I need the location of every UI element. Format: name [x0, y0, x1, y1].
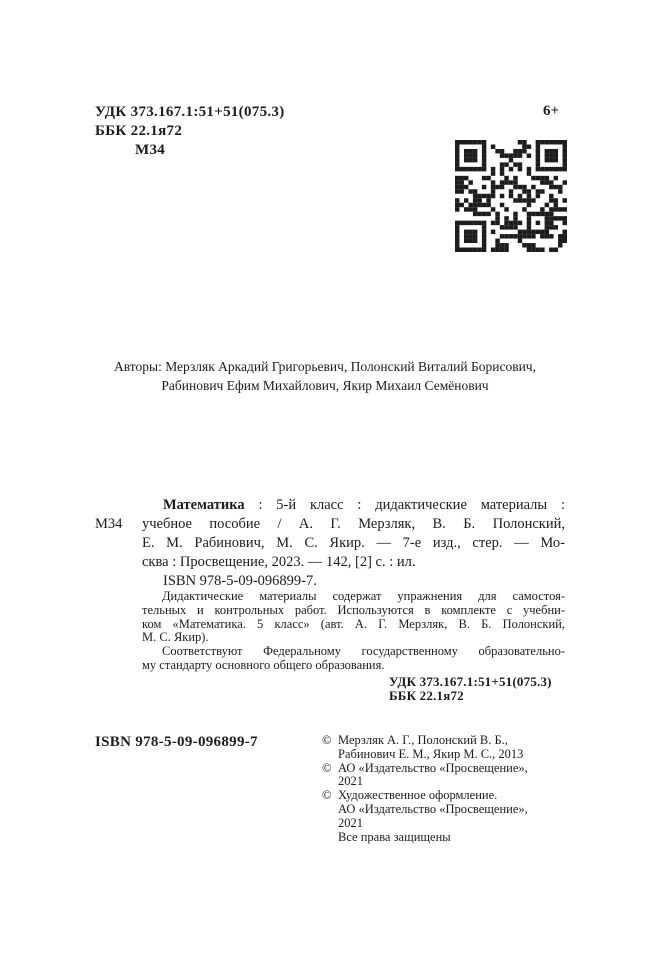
- authors-line: Авторы: Мерзляк Аркадий Григорьевич, Полонский Виталий Борисович,: [114, 359, 536, 374]
- copyright-line: АО «Издательство «Просвещение»,: [338, 801, 528, 816]
- copyright-entry: [322, 762, 577, 790]
- author-sign-code: М34: [135, 142, 166, 158]
- authors-line: Рабинович Ефим Михайлович, Якир Михаил Семёнович: [161, 378, 489, 393]
- authors-block: [0, 357, 650, 395]
- rights-reserved-text: Все права защищены: [338, 829, 451, 844]
- classification-block: [95, 103, 285, 160]
- annotation-line: ком «Математика. 5 класс» (авт. А. Г. Мерзляк, В. Б. Полонский,: [142, 616, 565, 631]
- qr-code-icon: [455, 140, 567, 252]
- copyright-line: 2021: [338, 774, 363, 789]
- annotation-line: Соответствуют Федеральному государственному образовательно-: [162, 644, 565, 659]
- copyright-entry: [322, 789, 577, 830]
- copyright-symbol: ©: [322, 733, 332, 747]
- catalog-card-line: Е. М. Рабинович, М. С. Якир. — 7-е изд., стер. — Мо-: [142, 535, 565, 551]
- udk-code: УДК 373.167.1:51+51(075.3): [95, 104, 285, 120]
- copyright-line: Мерзляк А. Г., Полонский В. Б.,: [338, 733, 508, 747]
- copyright-line: АО «Издательство «Просвещение»,: [338, 760, 528, 775]
- bbk-code: ББК 22.1я72: [389, 687, 464, 703]
- copyright-block: [322, 734, 577, 844]
- catalog-card-title-line: [142, 496, 565, 515]
- title-line-rest: : 5-й класс : дидактические материалы :: [244, 497, 565, 513]
- catalog-card: [95, 496, 565, 591]
- copyright-symbol: ©: [322, 788, 332, 803]
- catalog-card-label: М34: [95, 516, 123, 532]
- catalog-card-isbn: ISBN 978-5-09-096899-7.: [163, 573, 317, 589]
- copyright-line: Художественное оформление.: [338, 788, 498, 803]
- age-rating-badge: 6+: [542, 103, 559, 119]
- classification-block-bottom: [389, 675, 552, 703]
- copyright-line: 2021: [338, 815, 363, 830]
- annotation-block: [142, 590, 565, 673]
- catalog-card-line: сква : Просвещение, 2023. — 142, [2] с. : ил.: [142, 554, 416, 570]
- annotation-line: Дидактические материалы содержат упражнения для самостоя-: [162, 589, 565, 603]
- book-title: Математика: [163, 497, 245, 513]
- isbn-number: ISBN 978-5-09-096899-7: [95, 734, 258, 750]
- annotation-line: тельных и контрольных работ. Используются в комплекте с учебни-: [142, 602, 565, 617]
- catalog-card-body: [142, 496, 565, 591]
- copyright-symbol: ©: [322, 760, 332, 775]
- annotation-line: му стандарту основного общего образования.: [142, 657, 385, 672]
- bbk-code: ББК 22.1я72: [95, 123, 183, 139]
- copyright-entry: [322, 734, 577, 762]
- annotation-line: М. С. Якир).: [142, 630, 209, 645]
- copyright-line: Рабинович Е. М., Якир М. С., 2013: [338, 746, 524, 761]
- udk-code: УДК 373.167.1:51+51(075.3): [389, 674, 552, 689]
- catalog-card-line: учебное пособие / А. Г. Мерзляк, В. Б. Полонский,: [142, 516, 565, 532]
